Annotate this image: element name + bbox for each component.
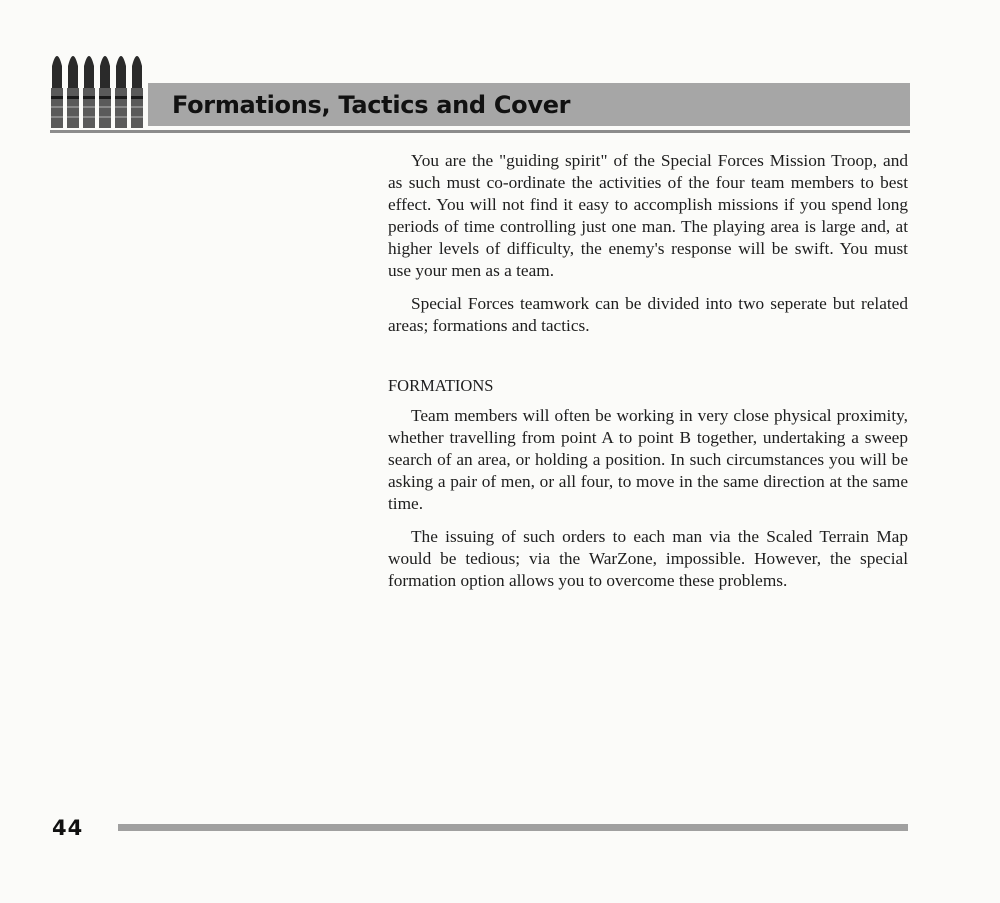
header-divider — [50, 130, 910, 133]
footer-divider — [118, 824, 908, 831]
formations-paragraph-1: Team members will often be working in very close physical proximity, whether travelling from point A to point B together, undertaking a sweep search of an area, or holding a position. In such circumstances you will be asking a pair of men, or all four, to move in the same direction at the same time. — [388, 406, 908, 513]
section-heading-formations: FORMATIONS — [388, 376, 494, 395]
intro-paragraph-1: You are the "guiding spirit" of the Special Forces Mission Troop, and as such must co-ordinate the activities of the four team members to best effect. You will not find it easy to accomplish missions if you spend long periods of time controlling just one man. The playing area is large and, at higher levels of difficulty, the enemy's response will be swift. You must use your men as a team. — [388, 151, 908, 280]
page-number: 44 — [52, 816, 84, 840]
intro-paragraph-2: Special Forces teamwork can be divided into two seperate but related areas; formations and tactics. — [388, 294, 908, 335]
page-title: Formations, Tactics and Cover — [172, 91, 571, 119]
body-text — [388, 150, 908, 603]
formations-paragraph-2: The issuing of such orders to each man via the Scaled Terrain Map would be tedious; via the WarZone, impossible. However, the special formation option allows you to overcome these problems. — [388, 527, 908, 590]
rifle-bullets-icon — [50, 44, 150, 130]
